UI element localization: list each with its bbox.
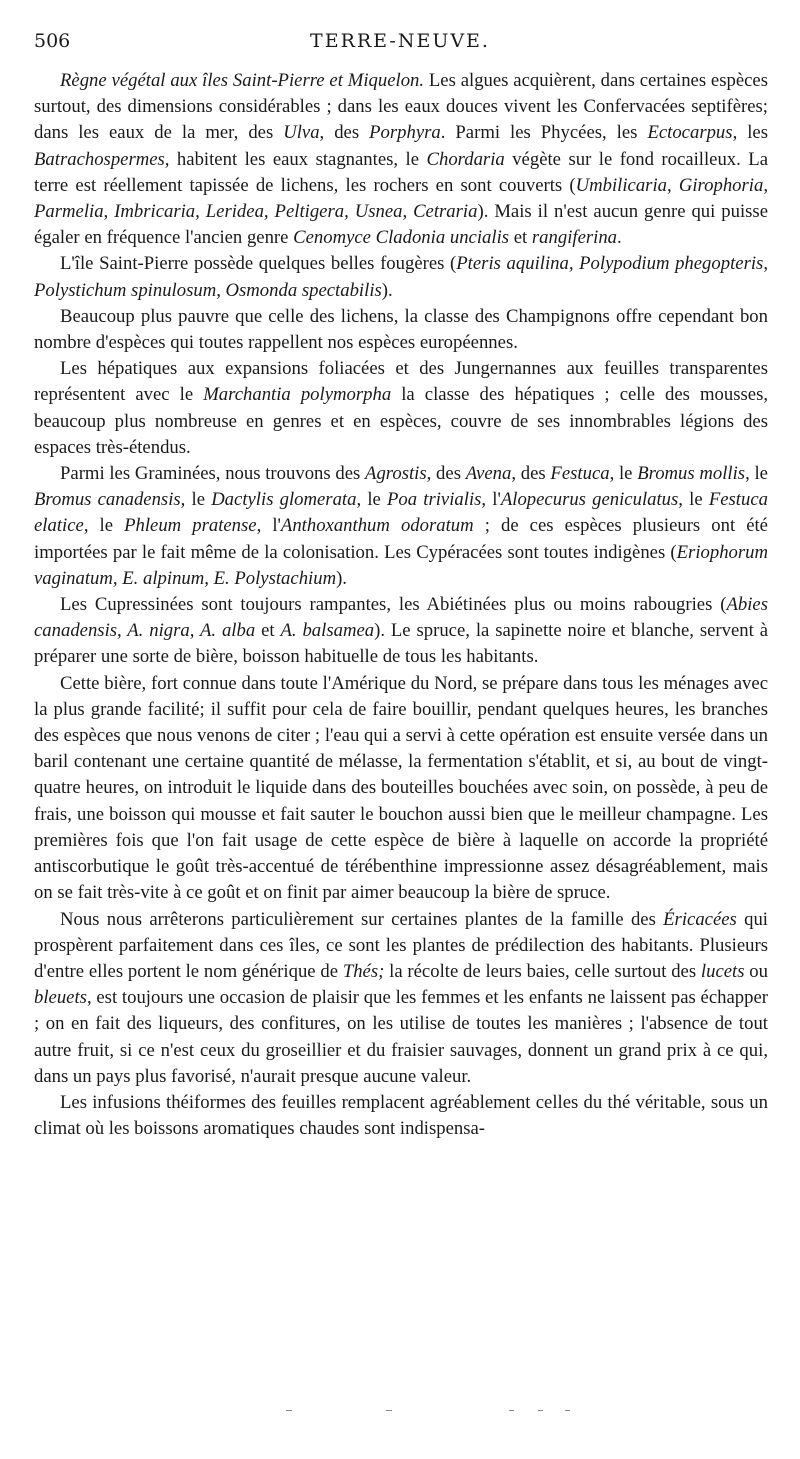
italic-term: Pteris aquilina, Polypodium phegopteris, Polystichum spinulosum, Osmonda spectabilis (34, 253, 768, 301)
italic-term: Ulva (283, 122, 320, 144)
footer-print-marks (0, 1410, 800, 1420)
text-run: , habitent les eaux stagnantes, le (164, 148, 427, 170)
text-run: végète sur le fond rocailleux. La terre est réellement tapissée de lichens, les rochers en sont couverts ( (34, 148, 768, 196)
italic-term: Cenomyce Cladonia uncialis (293, 227, 510, 249)
paragraph (34, 1090, 768, 1142)
text-run: ; de ces espèces plusieurs ont été importées par le fait même de la colonisation. Les Cypéracées sont toutes indigènes ( (34, 515, 768, 563)
paragraph (34, 671, 768, 907)
text-run: , est toujours une occasion de plaisir que les femmes et les enfants ne laissent pas échapper ; on en fait des liqueurs, des confitures, on les utilise de toutes les manières ; l'absence de tout autre fruit, si ce n'est ceux du groseillier et du fraisier sauvages, donnent un grand prix à ce qui, dans un pays plus favorisé, n'aurait presque aucune valeur. (34, 987, 768, 1087)
text-run: ). (381, 279, 393, 301)
text-run: , le (678, 489, 709, 511)
italic-term: A. balsamea (280, 620, 375, 642)
italic-term: Chordaria (426, 148, 505, 170)
italic-term: bleuets (34, 987, 87, 1009)
text-run: , des (319, 122, 370, 144)
running-title: TERRE-NEUVE. (310, 30, 490, 52)
italic-term: Festuca elatice (34, 489, 768, 537)
italic-term: Bromus mollis (637, 463, 746, 485)
text-run: et (509, 227, 532, 249)
text-run: ). Mais il n'est aucun genre qui puisse égaler en fréquence l'ancien genre (34, 201, 769, 249)
text-run: ou (744, 960, 768, 982)
text-run: Cette bière, fort connue dans toute l'Amérique du Nord, se prépare dans tous les ménages avec la plus grande facilité; il suffit pour cela de faire bouillir, pendant quelques heures, les branches des espèces que nous venons de citer ; l'eau qui a servi à cette opération est ensuite versée dans un baril contenant une certaine quantité de mélasse, la fermentation s'établit, et si, au bout de vingt-quatre heures, on introduit le liquide dans des bouteilles bouchées avec soin, on possède, à peu de frais, une boisson qui mousse et fait sauter le bouchon aussi bien que le meilleur champagne. Les premières fois que l'on fait usage de cette espèce de bière à laquelle on accorde la propriété antiscorbutique le goût très-accentué de térébenthine impressionne assez désagréablement, mais on se fait très-vite à ce goût et on finit par aimer beaucoup la bière de spruce. (34, 672, 768, 904)
text-run: et (255, 620, 281, 642)
text-run: , le (180, 489, 212, 511)
text-run: Les Cupressinées sont toujours rampantes, les Abiétinées plus ou moins rabougries ( (60, 594, 727, 616)
text-body (34, 68, 768, 1142)
running-head (34, 30, 766, 60)
italic-term: Festuca (550, 463, 610, 485)
text-run: , le (745, 463, 768, 485)
text-run: la classe des hépatiques ; celle des mousses, beaucoup plus nombreuse en genres et en espèces, couvre de ses innombrables légions des espaces très-étendus. (34, 384, 769, 458)
italic-term: Umbilicaria, Girophoria, Parmelia, Imbricaria, Leridea, Peltigera, Usnea, Cetraria (34, 174, 768, 223)
paragraph (34, 251, 768, 303)
italic-term: Eriophorum vaginatum, E. alpinum, E. Polystachium (34, 541, 768, 589)
text-run: Nous nous arrêterons particulièrement sur certaines plantes de la famille des (60, 908, 664, 930)
italic-term: Alopecurus geniculatus (500, 489, 679, 511)
text-run: ). Le spruce, la sapinette noire et blanche, servent à préparer une sorte de bière, boisson habituelle de tous les habitants. (34, 620, 769, 668)
italic-term: Poa trivialis (386, 489, 482, 511)
italic-term: Bromus canadensis (34, 489, 181, 511)
text-run: , le (609, 463, 638, 485)
text-run: ). (336, 567, 347, 589)
print-mark (538, 1410, 543, 1411)
italic-term: Agrostis (365, 463, 427, 485)
paragraph (34, 461, 768, 592)
italic-term: Anthoxanthum odoratum (280, 515, 474, 537)
text-run: qui prospèrent parfaitement dans ces îles, ce sont les plantes de prédilection des habitants. Plusieurs d'entre elles portent le nom générique de (34, 908, 768, 982)
text-run: , le (83, 515, 125, 537)
italic-term: Avena (465, 463, 512, 485)
text-run: , les (732, 122, 768, 144)
text-run: Beaucoup plus pauvre que celle des lichens, la classe des Champignons offre cependant bon nombre d'espèces qui toutes rappellent nos espèces européennes. (34, 305, 768, 354)
text-run: , l' (256, 515, 281, 537)
italic-term: Règne végétal aux îles Saint-Pierre et Miquelon. (60, 70, 425, 91)
italic-term: lucets (700, 960, 745, 982)
italic-term: Porphyra (369, 122, 441, 144)
text-run: , l' (481, 489, 501, 511)
print-mark (386, 1410, 392, 1411)
print-mark (509, 1410, 514, 1411)
text-run: Les hépatiques aux expansions foliacées et des Jungernannes aux feuilles transparentes représentent avec le (34, 358, 768, 406)
text-run: Parmi les Graminées, nous trouvons des (60, 463, 366, 485)
italic-term: Éricacées (663, 908, 737, 930)
text-run: , des (426, 463, 466, 485)
text-run: . (617, 227, 622, 249)
text-run: L'île Saint-Pierre possède quelques belles fougères ( (60, 253, 457, 275)
text-run: Les infusions théiformes des feuilles remplacent agréablement celles du thé véritable, sous un climat où les boissons aromatiques chaudes sont indispensa- (34, 1091, 768, 1140)
paragraph (34, 592, 768, 671)
page-number: 506 (34, 30, 71, 52)
paragraph (34, 356, 768, 461)
print-mark (565, 1410, 570, 1411)
text-run: Les algues acquièrent, dans certaines espèces surtout, des dimensions considérables ; dans les eaux douces vivent les Confervacées septifères; dans les eaux de la mer, des (34, 70, 769, 144)
italic-term: Marchantia polymorpha (203, 384, 392, 406)
italic-term: Batrachospermes (34, 148, 165, 170)
italic-term: Abies canadensis, A. nigra, A. alba (34, 594, 768, 642)
text-run: , le (356, 489, 387, 511)
text-run: . Parmi les Phycées, les (440, 122, 648, 144)
text-run: la récolte de leurs baies, celle surtout des (384, 960, 701, 982)
italic-term: Ectocarpus (647, 122, 733, 144)
paragraph (34, 304, 768, 356)
text-run: , des (511, 463, 551, 485)
italic-term: Dactylis glomerata (211, 489, 357, 511)
italic-term: Phleum pratense (124, 515, 257, 537)
paragraph (34, 68, 768, 251)
italic-term: Thés; (342, 960, 385, 982)
italic-term: rangiferina (531, 227, 618, 249)
print-mark (286, 1410, 292, 1411)
paragraph (34, 907, 768, 1090)
